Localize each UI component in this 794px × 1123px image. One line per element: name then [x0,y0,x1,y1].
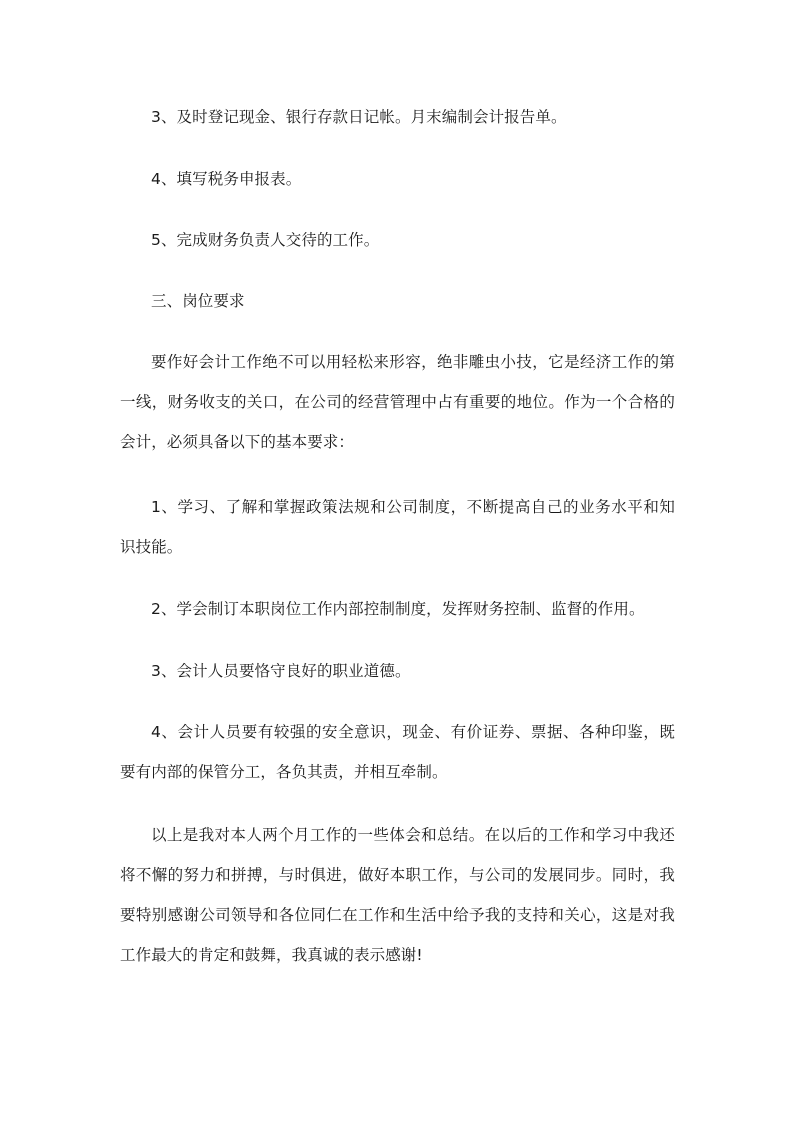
section-heading-requirements: 三、岗位要求 [151,292,245,310]
paragraph-conclusion: 以上是我对本人两个月工作的一些体会和总结。在以后的工作和学习中我还将不懈的努力和拼搏，与时俱进，做好本职工作，与公司的发展同步。同时，我要特别感谢公司领导和各位同仁在工作和生活中给予我的支持和关心，这是对我工作最大的肯定和鼓舞，我真诚的表示感谢! [120,826,675,964]
paragraph-requirement-2: 2、学会制订本职岗位工作内部控制制度，发挥财务控制、监督的作用。 [151,600,645,618]
paragraph-requirement-3: 3、会计人员要恪守良好的职业道德。 [151,662,411,680]
paragraph-duty-3: 3、及时登记现金、银行存款日记帐。月末编制会计报告单。 [151,108,567,126]
paragraph-requirements-intro: 要作好会计工作绝不可以用轻松来形容，绝非雕虫小技，它是经济工作的第一线，财务收支的关口，在公司的经营管理中占有重要的地位。作为一个合格的会计，必须具备以下的基本要求： [120,353,675,451]
paragraph-duty-4: 4、填写税务申报表。 [151,170,302,188]
paragraph-requirement-4: 4、会计人员要有较强的安全意识，现金、有价证券、票据、各种印鉴，既要有内部的保管分工，各负其责，并相互牵制。 [120,723,675,781]
paragraph-requirement-1: 1、学习、了解和掌握政策法规和公司制度，不断提高自己的业务水平和知识技能。 [120,498,675,556]
paragraph-duty-5: 5、完成财务负责人交待的工作。 [151,231,380,249]
